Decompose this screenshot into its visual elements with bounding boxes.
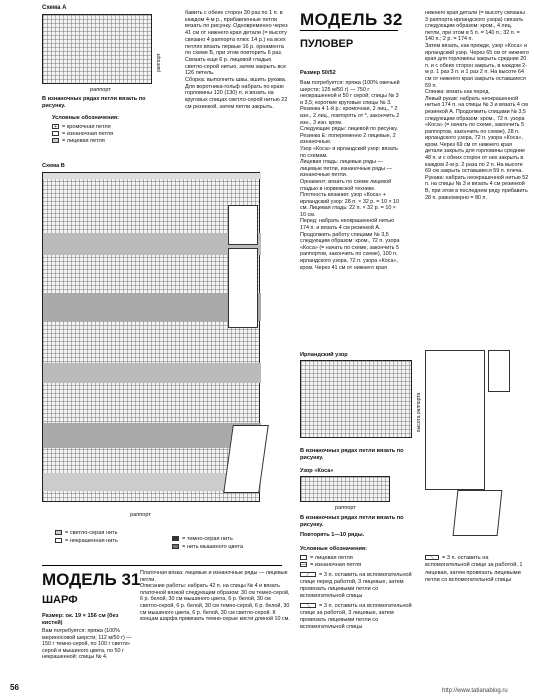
schema-a-side-label: раппорт — [156, 53, 162, 72]
model32-legend-col1 — [300, 555, 420, 632]
page-number: 56 — [10, 683, 19, 692]
irish-note: В изнаночных рядах петли вязать по рисунку. — [300, 448, 404, 461]
model32-legend-title: Условные обозначения: — [300, 546, 368, 552]
schematic-shoulder — [488, 350, 510, 392]
legend-item: = лицевая петля — [52, 138, 113, 145]
legend-item: = некрашенная нить — [55, 538, 118, 546]
model31-subtitle: ШАРФ — [42, 594, 78, 606]
schema-b-bottom-label: раппорт — [130, 512, 151, 518]
legend-item: + = кромочная петля — [52, 124, 113, 131]
kosa-label: Узор «Коса» — [300, 468, 334, 474]
legend-item: = лицевая петля — [300, 555, 420, 562]
model32-size: Размер 50/52 — [300, 70, 336, 76]
irish-label: Ирландский узор — [300, 352, 348, 358]
legend-item: = нить мышиного цвета — [172, 544, 243, 552]
schema-b-title: Схема В — [42, 163, 65, 169]
schema-a-chart — [42, 14, 152, 84]
legend-item: ⟍ = 3 п. оставить на вспомогательной спице за работой, 1 лицевая, затем провязать лицевыми петли со вспомогательной спицы — [425, 555, 523, 583]
schema-a-legend-title: Условные обозначения: — [52, 115, 120, 121]
legend-item: = темно-серая нить — [172, 536, 243, 544]
kosa-chart — [300, 476, 390, 502]
schema-a-legend — [52, 124, 113, 144]
model31-description: Платочная вязка: лицевые и изнаночные ряды — лицевые петли. Описание работы: набрать 42 п. на спицы № 4 и вязать платочной вязкой следующим образом: 30 см темно-серой, 6 р. белой, 30 см мышиного цвета, 6 р. белой, 30 см светло-серой, 6 р. белой, 30 см темно-серой, 6 р. белой, 30 см мышиного цвета, 6 р. белой, 30 см светло-серой. К концам шарфа привязать темно-серые кисти длиной 10 см. — [140, 570, 290, 623]
schema-a-title: Схема А — [42, 5, 67, 11]
kosa-bottom-label: раппорт — [335, 505, 356, 511]
model32-body: Вам потребуется: пряжа (100% овечьей шерсти; 125 м/50 г) — 750 г неокрашенной и 50 г серой; спицы № 3 и 3,5; короткие круговые спицы № 3. Резинка 4 1-й р.: кромочная, 2 лиц., * 2 изн., 2 лиц., повторять от *, закончить 2 изн., 3 изн. кром. Следующие ряды: лицевой по рисунку. Резинка Е: попеременно 2 лицевые, 2 изнаночные. Узор «Коса» и ирландский узор: вязать по схемам. Лицевая гладь: лицевые ряды — лицевые петли, изнаночные ряды — изнаночные петли. Орнамент: вязать по схеме лицевой гладью в норвежской технике. Плотность вязания: узор «Коса» + ирландский узор: 28 п. × 32 р. = 10 × 10 см. Лицевая гладь: 22 п. × 32 р. = 10 × 10 см. Перед: набрать неокрашенной нитью 174 п. и вязать 4 см резинкой А. Продолжить работу спицами № 3,5 следующим образом: кром., 72 п. узора «Коса» (= начать по схеме, закончить 5 раппортов, закончить по схеме), 100 п. ирландского узора, 72 п. узора «Коса», кром. Через 41 см от нижнего края — [300, 80, 400, 271]
model31-body: Вам потребуется: пряжа (100% мериносовой шерсти; 112 м/50 г) — 150 г темно-серой, по 100 г светло-серой и мышиного цвета, по 50 г некрашенной; спицы № 4. — [42, 628, 132, 661]
schematic-front — [228, 205, 258, 245]
model32-title: МОДЕЛЬ 32 — [300, 10, 403, 29]
legend-item: = изнаночная петля — [52, 131, 113, 138]
irish-side-label: высота раппорта — [416, 392, 422, 432]
column3-text: нижнего края детали (= высоту связаны 3 раппорта ирландского узора) связать следующим образом: кром., 4 лиц. петли, при этом в 5 п. = 140 п.; 32 п. = 140 п.; 2 р. = 174 п. Затем вязать, как прежде, узор «Коса» и ирландский узор. Через 65 см от нижнего края для горловины закрыть средние 20 п. и с обеих сторон закрыть, в каждом 2-м р. 1 раз 3 п. и 1 раз 2 п. На высоте 64 см от нижнего края закрыть оставшиеся 59 п. Спинка: вязать как перед. Левый рукав: набрать неокрашенной нитью 174 п. на спицы № 3 и вязать 4 см резинкой А. Продолжить спицами № 3,5 следующим образом: кром., 72 п. узора «Коса» (= начать по схеме, закончить 5 раппортов, закончить по схеме), 28 п. ирландского узора, 72 п. узора «Коса», кром. Через 69 см от нижнего края детали закрыть для горловины средние 48 п. и с обеих сторон от них закрыть в каждом 2-м р. 2 раза по 2 п. На высоте 69 см закрыть оставшиеся 59 п. плеча. Рукава: набрать неокрашенной нитью 52 п. на спицы № 3 и вязать 4 см резинкой В, при этом в последнем ряду прибавить 28 п. равномерно = 80 п. — [425, 10, 529, 201]
irish-chart — [300, 360, 412, 438]
legend-item: ⟍ = 3 п. оставить на вспомогательной спице за работой, 3 лицевые, затем провязать лицевыми петли со вспомогательной спицы — [300, 602, 412, 631]
repeat-text: Повторять 1—10 ряды. — [300, 532, 365, 538]
schema-b-legend-right — [172, 536, 243, 551]
schematic-front-back — [425, 350, 485, 490]
schema-b-legend-left — [55, 530, 118, 545]
legend-item: — = изнаночная петля — [301, 562, 362, 569]
legend-item: ⟋ = 3 п. оставить на вспомогательной спице перед работой, 3 лицевые, затем провязать лицевыми петли со вспомогательной спицы — [300, 571, 412, 600]
kosa-note: В изнаночных рядах петли вязать по рисунку. — [300, 515, 404, 528]
divider — [300, 30, 398, 31]
schematic-back — [228, 248, 258, 328]
model32-legend-col2 — [425, 555, 529, 584]
model32-subtitle: ПУЛОВЕР — [300, 38, 354, 50]
model31-title: МОДЕЛЬ 31 — [42, 570, 141, 589]
column1-text: бавить с обеих сторон 30 раз по 1 п. в каждом 4-м р., прибавленные петли вязать по рисунку. Одновременно через 41 см от нижнего края детали (= высоту связано 4 раппорта плюс 14 р.) на всех петлях вязать первые 16 р. орнамента по схеме Б, при этом повторить 6 раз. Связать еще 6 р. лицевой гладью светло-серой нитью, затем закрыть все 126 петель. Сборка: выполнить швы, вшить рукава. Для воротника-гольф набрать по краю горловины 120 (130) п. и вязать на круговых спицах светло-серой нитью 22 см резинкой, затем петли закрыть. — [185, 10, 288, 110]
schema-a-note: В изнаночных рядах петли вязать по рисунку. — [42, 96, 146, 109]
footer-url[interactable]: http://www.tatianablog.ru — [442, 688, 508, 694]
legend-item: = светло-серая нить — [55, 530, 118, 538]
schema-a-bottom-label: раппорт — [90, 87, 111, 93]
model31-size: Размер: ок. 19 × 156 см (без кистей) — [42, 613, 119, 626]
schematic-sleeve-2 — [453, 490, 503, 536]
divider — [42, 565, 282, 566]
